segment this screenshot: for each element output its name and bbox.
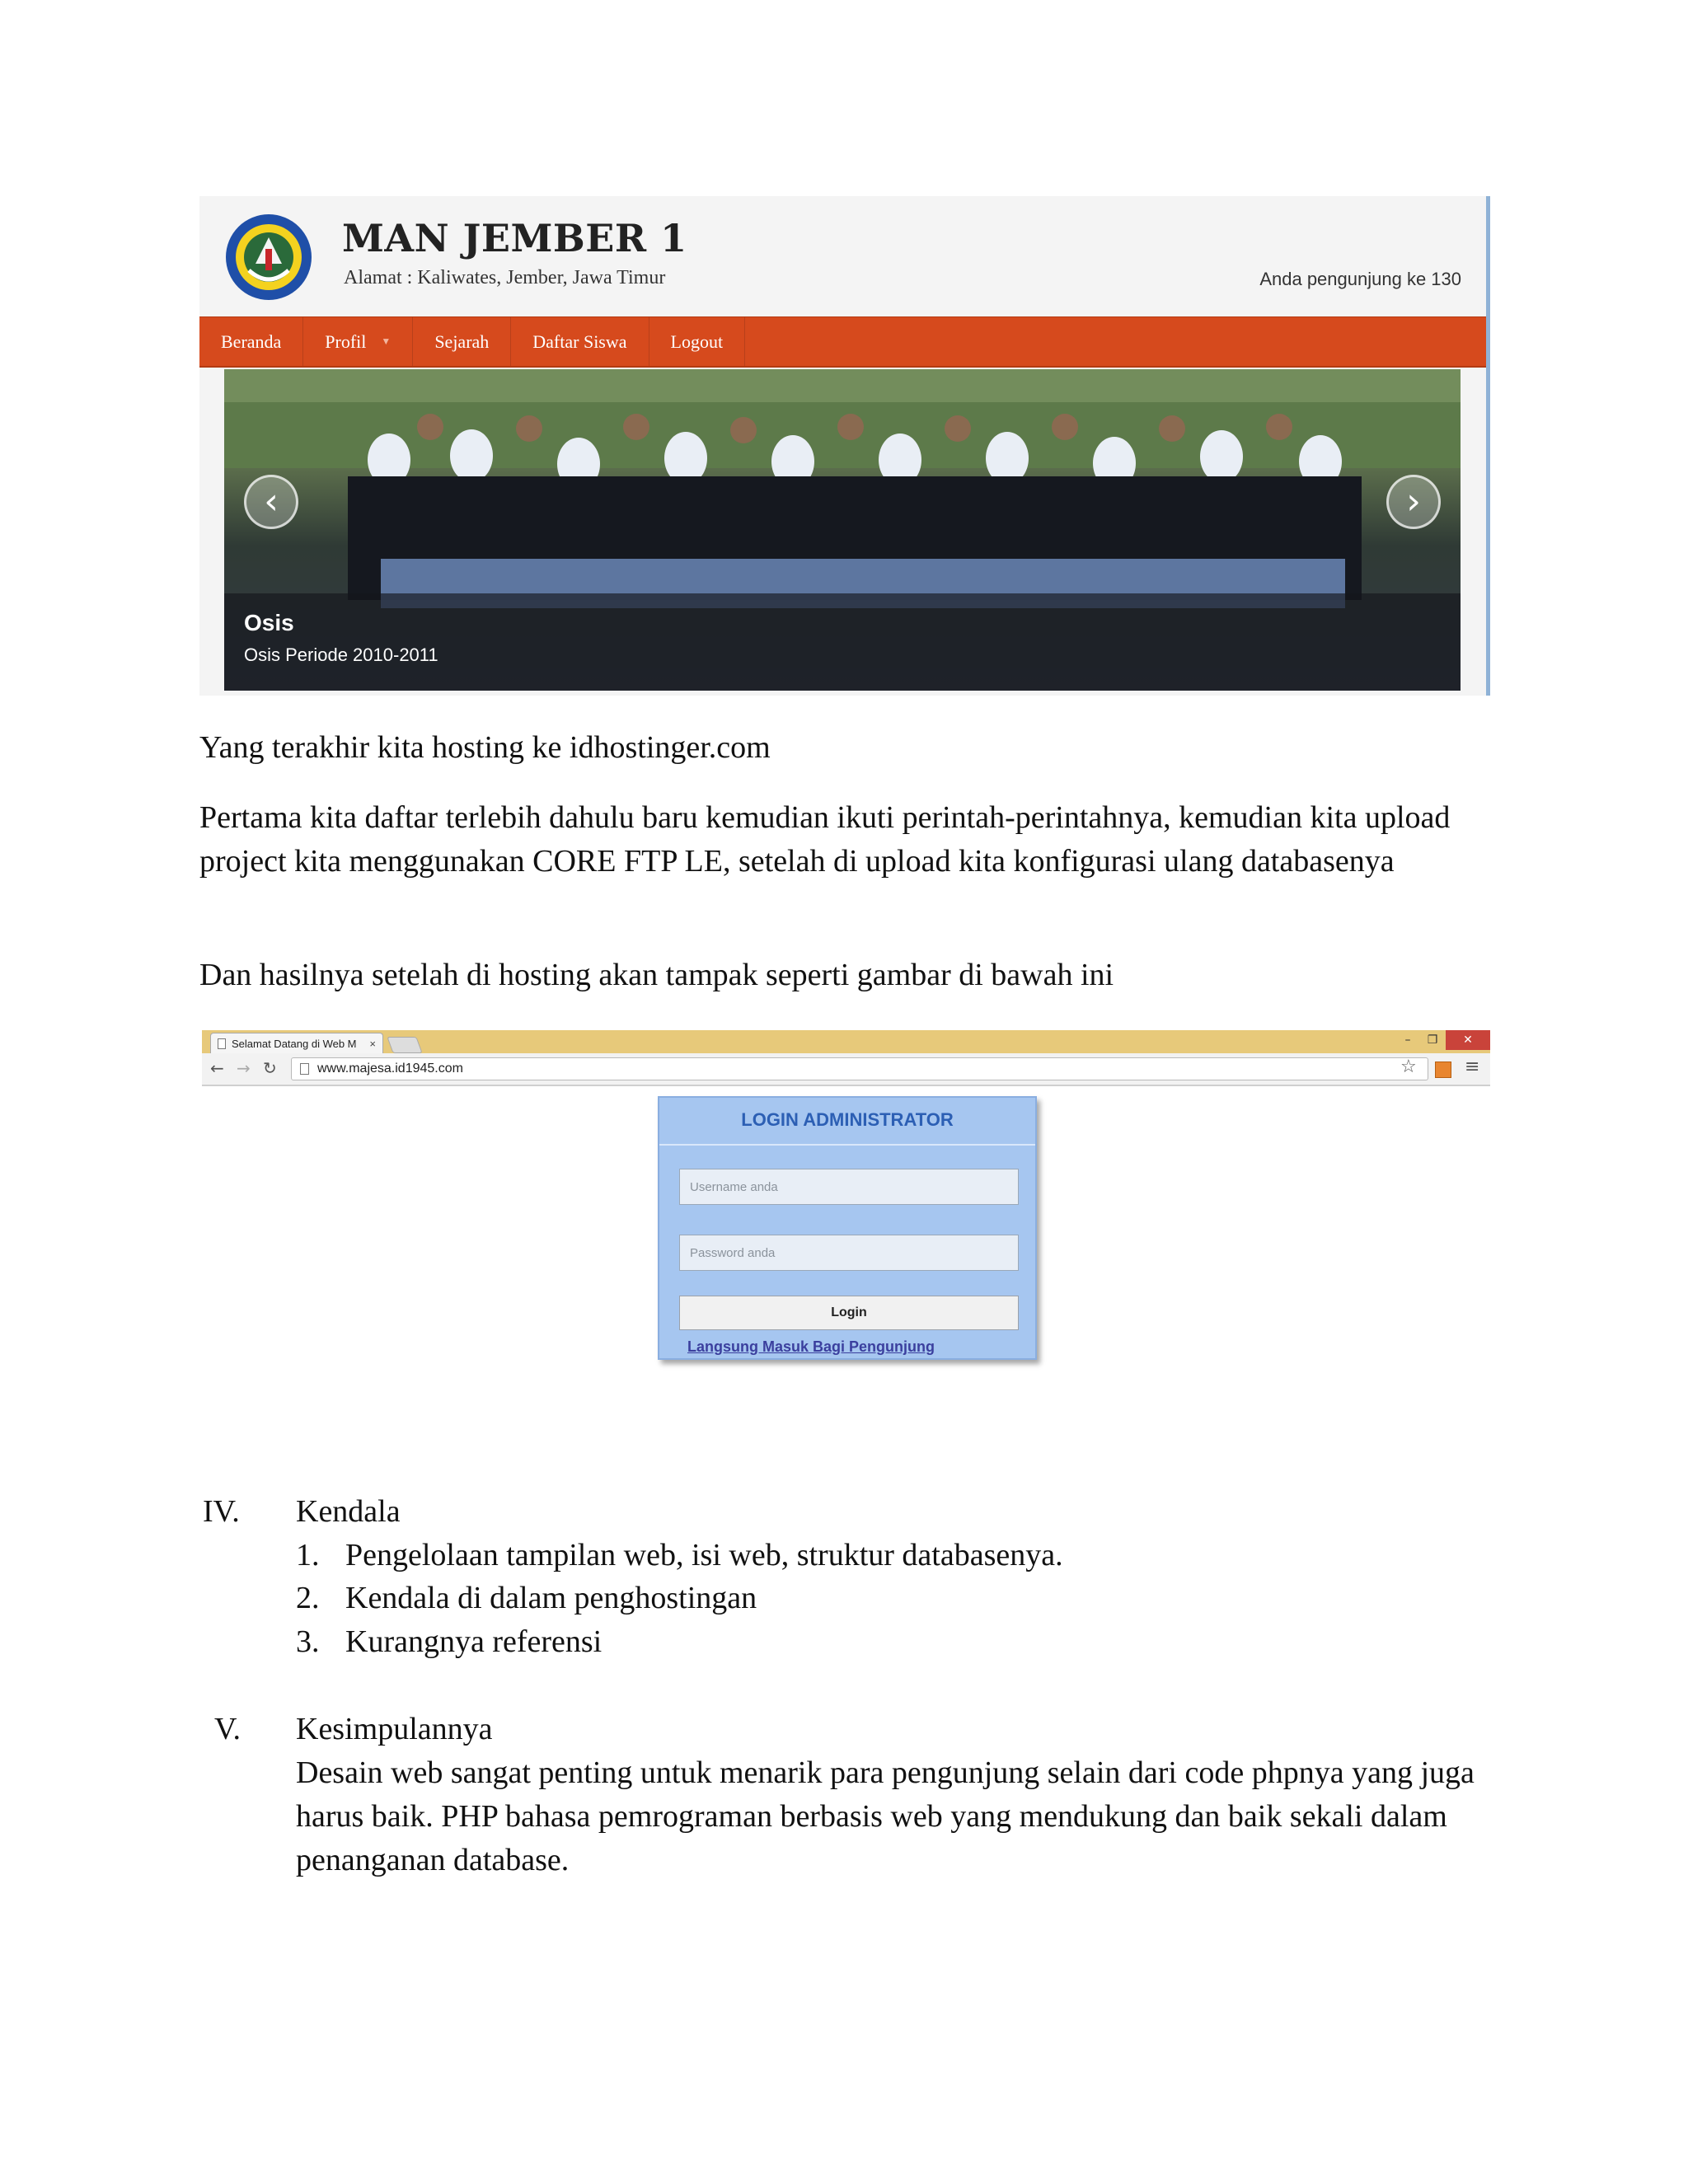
address-bar[interactable] (291, 1057, 1428, 1080)
section-v-title: Kesimpulannya (296, 1712, 493, 1746)
nav-logout[interactable] (649, 317, 746, 366)
site-header (199, 196, 1486, 316)
site-title: MAN JEMBER 1 (342, 216, 687, 260)
extension-icon[interactable] (1435, 1062, 1451, 1078)
tab-title: Selamat Datang di Web M (232, 1037, 357, 1050)
password-input[interactable] (679, 1235, 1019, 1271)
caret-down-icon: ▼ (381, 335, 392, 347)
url-text: www.majesa.id1945.com (317, 1062, 463, 1076)
website-screenshot (199, 196, 1490, 696)
nav-label: Profil (325, 330, 367, 352)
section-v-text: Desain web sangat penting untuk menarik para pengunjung selain dari code phpnya yang juga harus baik. PHP bahasa pemrograman berbasis web yang mendukung dan baik sekali dalam penanganan database. (296, 1755, 1475, 1877)
minimize-icon[interactable]: – (1404, 1033, 1411, 1047)
menu-icon[interactable]: ≡ (1465, 1057, 1480, 1077)
close-tab-icon[interactable]: × (369, 1037, 376, 1050)
section-iv-title: Kendala (296, 1494, 401, 1529)
nav-label: Sejarah (434, 330, 490, 352)
paragraph-hosting: Yang terakhir kita hosting ke idhostinger.com (199, 730, 771, 765)
window-close-icon[interactable]: ✕ (1446, 1030, 1490, 1050)
slide-caption (224, 593, 1461, 691)
bookmark-star-icon[interactable]: ☆ (1400, 1057, 1417, 1077)
site-address: Alamat : Kaliwates, Jember, Jawa Timur (344, 267, 666, 288)
list-item-number: 2. (296, 1581, 320, 1615)
nav-beranda[interactable] (199, 317, 303, 366)
photo-slider (224, 369, 1461, 691)
section-iv-number: IV. (203, 1494, 240, 1529)
username-input[interactable] (679, 1169, 1019, 1205)
nav-label: Logout (670, 330, 724, 352)
page-icon (300, 1063, 309, 1075)
list-item-text: Kurangnya referensi (345, 1624, 603, 1659)
main-navbar (199, 316, 1486, 368)
browser-tab[interactable] (210, 1033, 383, 1053)
visitor-login-link[interactable]: Langsung Masuk Bagi Pengunjung (687, 1338, 935, 1355)
visitor-count: Anda pengunjung ke 130 (1259, 269, 1461, 289)
new-tab-button[interactable] (387, 1037, 422, 1053)
page-icon (218, 1038, 226, 1049)
list-item-number: 3. (296, 1624, 320, 1659)
school-logo (224, 213, 313, 302)
slider-next-button[interactable]: › (1386, 475, 1441, 529)
paragraph-steps: Pertama kita daftar terlebih dahulu baru kemudian ikuti perintah-perintahnya, kemudian kita upload project kita menggunakan CORE FTP LE, setelah di upload kita konfigurasi ulang databasenya (199, 800, 1451, 879)
login-button[interactable]: Login (679, 1296, 1019, 1330)
forward-arrow-icon[interactable]: → (237, 1058, 251, 1078)
paragraph-result: Dan hasilnya setelah di hosting akan tampak seperti gambar di bawah ini (199, 958, 1114, 992)
restore-icon[interactable]: ❐ (1427, 1033, 1438, 1047)
section-v-number: V. (214, 1712, 241, 1746)
browser-toolbar (202, 1053, 1490, 1086)
list-item-text: Kendala di dalam penghostingan (345, 1581, 757, 1615)
nav-daftar-siswa[interactable] (511, 317, 649, 366)
login-panel (658, 1096, 1037, 1360)
login-title: LOGIN ADMINISTRATOR (741, 1109, 954, 1130)
list-item-number: 1. (296, 1538, 320, 1572)
nav-label: Beranda (221, 330, 282, 352)
nav-profil[interactable] (303, 317, 413, 366)
back-arrow-icon[interactable]: ← (210, 1058, 224, 1078)
browser-tabstrip (202, 1030, 1490, 1054)
reload-icon[interactable]: ↻ (263, 1058, 277, 1078)
slide-caption-title: Osis (244, 610, 294, 635)
login-divider (659, 1144, 1035, 1146)
nav-label: Daftar Siswa (532, 330, 627, 352)
list-item-text: Pengelolaan tampilan web, isi web, struktur databasenya. (345, 1538, 1063, 1572)
browser-screenshot (202, 1030, 1490, 1376)
slider-prev-button[interactable]: ‹ (244, 475, 298, 529)
nav-sejarah[interactable] (413, 317, 511, 366)
slide-caption-subtitle: Osis Periode 2010-2011 (244, 644, 438, 665)
